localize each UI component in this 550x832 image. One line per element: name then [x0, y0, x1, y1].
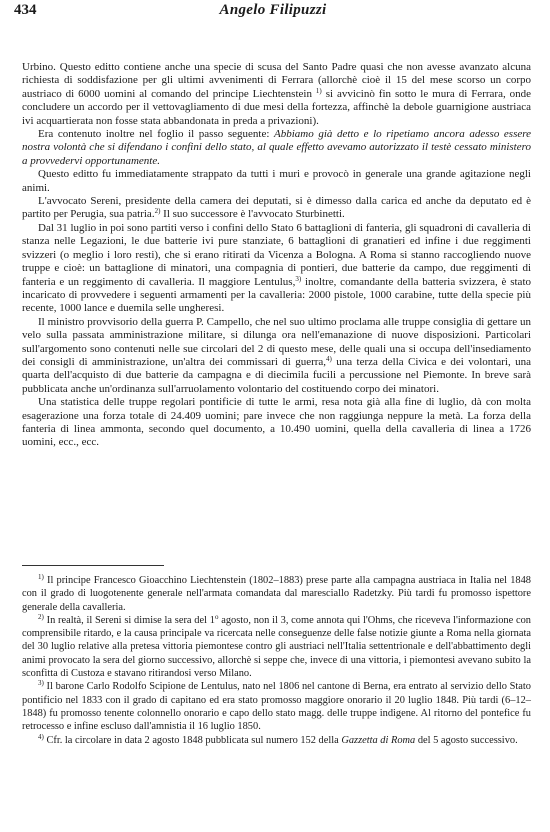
paragraph-5: Dal 31 luglio in poi sono partiti verso i confini dello Stato 6 battaglioni di fanteria, gli squadroni di cavalleria di stanza nelle Legazioni, le due batterie ivi pure stanziate, 6 battaglioni di granatieri ed infine i due reggimenti svizzeri (o meglio i loro resti), che si erano ritirati da Vicenza a Bologna. A Roma si stanno raccogliendo nuove truppe e cioè: un battaglione di minatori, una compagnia di pontieri, due batterie da campo, due reggimenti di fanteria e un reggimento di cavalleria. Il maggiore Lentulus,$^{3)}$ inoltre, comandante della batteria svizzera, è stato incaricato di provvedere i seguenti armamenti per la cavalleria: 2000 pistole, 1000 carabine, tutte della specie più recente, 1000 lance e duemila selle ungheresi.: [22, 221, 531, 315]
footnote-1: $^{1)}$ Il principe Francesco Gioacchino Liechtenstein (1802–1883) prese parte alla campagna austriaca in Italia nel 1848 con il grado di luogotenente generale nell'armata comandata dal maresciallo Radetzky. Più tardi fu promosso ispettore generale della cavalleria.: [22, 573, 531, 613]
paragraph-4: L'avvocato Sereni, presidente della camera dei deputati, si è dimesso dalla carica ed anche da deputato ed è partito per Perugia, sua patria.$^{2)}$ Il suo successore è l'avvocato Sturbinetti.: [22, 195, 531, 221]
periodical-title: Gazzetta di Roma: [341, 734, 416, 746]
quoted-passage: Abbiamo già detto e lo ripetiamo ancora adesso essere nostra volontà che si difendano i confini dello stato, al quale effetto avevamo autorizzato il testè cessato ministero a provvedervi opportunamente.: [22, 128, 531, 167]
footnote-ref-2: 2): [154, 207, 161, 216]
body-text: [22, 61, 531, 450]
paragraph-3: Questo editto fu immediatamente strappato da tutti i muri e provocò in generale una grande agitazione negli animi.: [22, 168, 531, 194]
footnote-divider: [22, 565, 164, 566]
footnotes: [22, 574, 531, 747]
page-number: 434: [14, 2, 37, 18]
footnote-ref-1: 1): [315, 86, 322, 95]
footnote-mark-1: 1): [38, 573, 44, 581]
paragraph-1: Urbino. Questo editto contiene anche una specie di scusa del Santo Padre quasi che non avesse avanzato alcuna richiesta di soddisfazione per gli ultimi avvenimenti di Ferrara (allorchè cioè il 15 del mese scorso un corpo austriaco di 6000 uomini al comando del principe Liechtenstein $^{1)}$ si avvicinò fin sotto le mura di Ferrara, onde concludere un accordo per il vettovagliamento di due mesi della fortezza, affinchè la debole guarnigione austriaca ivi acquartierata non fosse stata abbandonata in preda a privazioni).: [22, 61, 532, 127]
footnote-ref-3: 3): [295, 274, 302, 283]
footnote-mark-2: 2): [38, 612, 44, 621]
paragraph-6: Il ministro provvisorio della guerra P. Campello, che nel suo ultimo proclama alle truppe consiglia di gettare un velo sulla passata amministrazione militare, si dilunga ora nell'emanazione di nuove disposizioni. Particolari sull'argomento sono contenuti nelle sue circolari del 2 di questo mese, delle quali una si occupa dell'insediamento dei consigli di amministrazione, un'altra dei commissari di guerra,$^{4)}$ una terza della Civica e dei volontari, una quarta dell'acquisto di due batterie da campagna e di diecimila fucili a percussione nel Piemonte. In breve sarà pubblicata anche un'ordinanza sull'arruolamento volontario del costituendo corpo dei minatori.: [22, 315, 531, 395]
footnote-mark-4: 4): [38, 732, 44, 741]
footnote-mark-3: 3): [38, 679, 44, 688]
footnote-ref-4: 4): [326, 354, 332, 363]
paragraph-2: Era contenuto inoltre nel foglio il passo seguente: Abbiamo già detto e lo ripetiamo ancora adesso essere nostra volontà che si difendano i confini dello stato, al quale effetto avevamo autorizzato il testè cessato ministero a provvedervi opportunamente.: [22, 128, 531, 167]
footnote-4: $^{4)}$ Cfr. la circolare in data 2 agosto 1848 pubblicata sul numero 152 della Gazzetta di Roma del 5 agosto successivo.: [38, 732, 518, 746]
page-header: [14, 2, 532, 26]
paragraph-7: Una statistica delle truppe regolari pontificie di tutte le armi, resa nota già alla fine di luglio, dà con molta esagerazione una forza totale di 24.409 uomini; pare invece che non raggiunga neppure la metà. La forza della fanteria di linea ammonta, secondo quel documento, a 10.490 uomini, quella della cavalleria di linea a 1726 uomini, ecc., ecc.: [22, 396, 531, 449]
footnote-2: $^{2)}$ In realtà, il Sereni si dimise la sera del 1$^o$ agosto, non il 3, come annota qui l'Ohms, che riceveva l'informazione con comprensibile ritardo, e la causa principale va ricercata nelle conseguenze delle false notizie giunte a Roma nella giornata del 30 luglio relative alla pretesa vittoria piemontese contro gli austriaci nell'Italia settentrionale e dell'abbattimento degli animi provocato la sera del giorno successivo, allorchè si seppe che, invece di una vittoria, i piemontesi avevano subito la sconfitta di Custoza e stavano ritirandosi verso Milano.: [22, 612, 531, 680]
running-head: Angelo Filipuzzi: [219, 2, 327, 18]
footnote-3: $^{3)}$ Il barone Carlo Rodolfo Scipione de Lentulus, nato nel 1806 nel cantone di Berna, era entrato al servizio dello Stato pontificio nel 1833 con il grado di capitano ed era stato promosso maggiore onorario il 20 luglio 1848. Più tardi (6–12–1848) fu promosso tenente colonnello onorario e capo dello stato magg. delle truppe indigene. Al ritorno del pontefice fu retrocesso e infine escluso dall'amnistia il 16 luglio 1850.: [22, 679, 531, 733]
